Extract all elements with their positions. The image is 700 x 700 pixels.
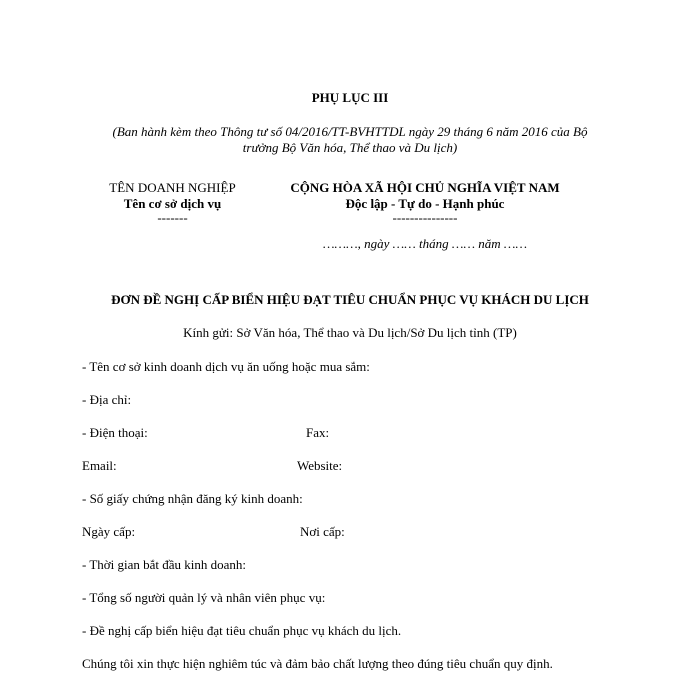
fax-field: Fax: [306, 425, 330, 440]
phone-field: - Điện thoại: [82, 425, 148, 440]
business-name-field: - Tên cơ sở kinh doanh dịch vụ ăn uống hoặc mua sắm: [82, 359, 370, 374]
company-name-heading: TÊN DOANH NGHIỆP [109, 180, 236, 195]
issued-note: (Ban hành kèm theo Thông tư số 04/2016/TT-BVHTTDL ngày 29 tháng 6 năm 2016 của Bộ trưởng Bộ Văn hóa, Thể thao và Du lịch) [112, 124, 588, 155]
service-facility-name: Tên cơ sở dịch vụ [123, 196, 222, 211]
license-number-field: - Số giấy chứng nhận đăng ký kinh doanh: [82, 491, 303, 506]
request-field: - Đề nghị cấp biển hiệu đạt tiêu chuẩn phục vụ khách du lịch. [82, 623, 402, 638]
recipient-line: Kính gửi: Sở Văn hóa, Thể thao và Du lịch/Sở Du lịch tỉnh (TP) [183, 325, 517, 340]
right-header-divider: --------------- [392, 210, 458, 225]
left-header-divider: ------- [157, 210, 188, 225]
national-title: CỘNG HÒA XÃ HỘI CHỦ NGHĨA VIỆT NAM [290, 180, 560, 195]
date-line: ………, ngày …… tháng …… năm …… [322, 236, 528, 251]
start-date-field: - Thời gian bắt đầu kinh doanh: [82, 557, 247, 572]
appendix-title: PHỤ LỤC III [311, 90, 389, 105]
form-title: ĐƠN ĐỀ NGHỊ CẤP BIỂN HIỆU ĐẠT TIÊU CHUẨN PHỤC VỤ KHÁCH DU LỊCH [111, 292, 589, 307]
issue-date-field: Ngày cấp: [82, 524, 136, 539]
email-field: Email: [82, 458, 117, 473]
address-field: - Địa chỉ: [82, 392, 132, 407]
national-motto: Độc lập - Tự do - Hạnh phúc [345, 196, 505, 211]
staff-total-field: - Tổng số người quản lý và nhân viên phục vụ: [82, 590, 326, 605]
commitment-statement: Chúng tôi xin thực hiện nghiêm túc và đảm bảo chất lượng theo đúng tiêu chuẩn quy định. [82, 656, 553, 671]
website-field: Website: [297, 458, 343, 473]
issue-place-field: Nơi cấp: [300, 524, 345, 539]
